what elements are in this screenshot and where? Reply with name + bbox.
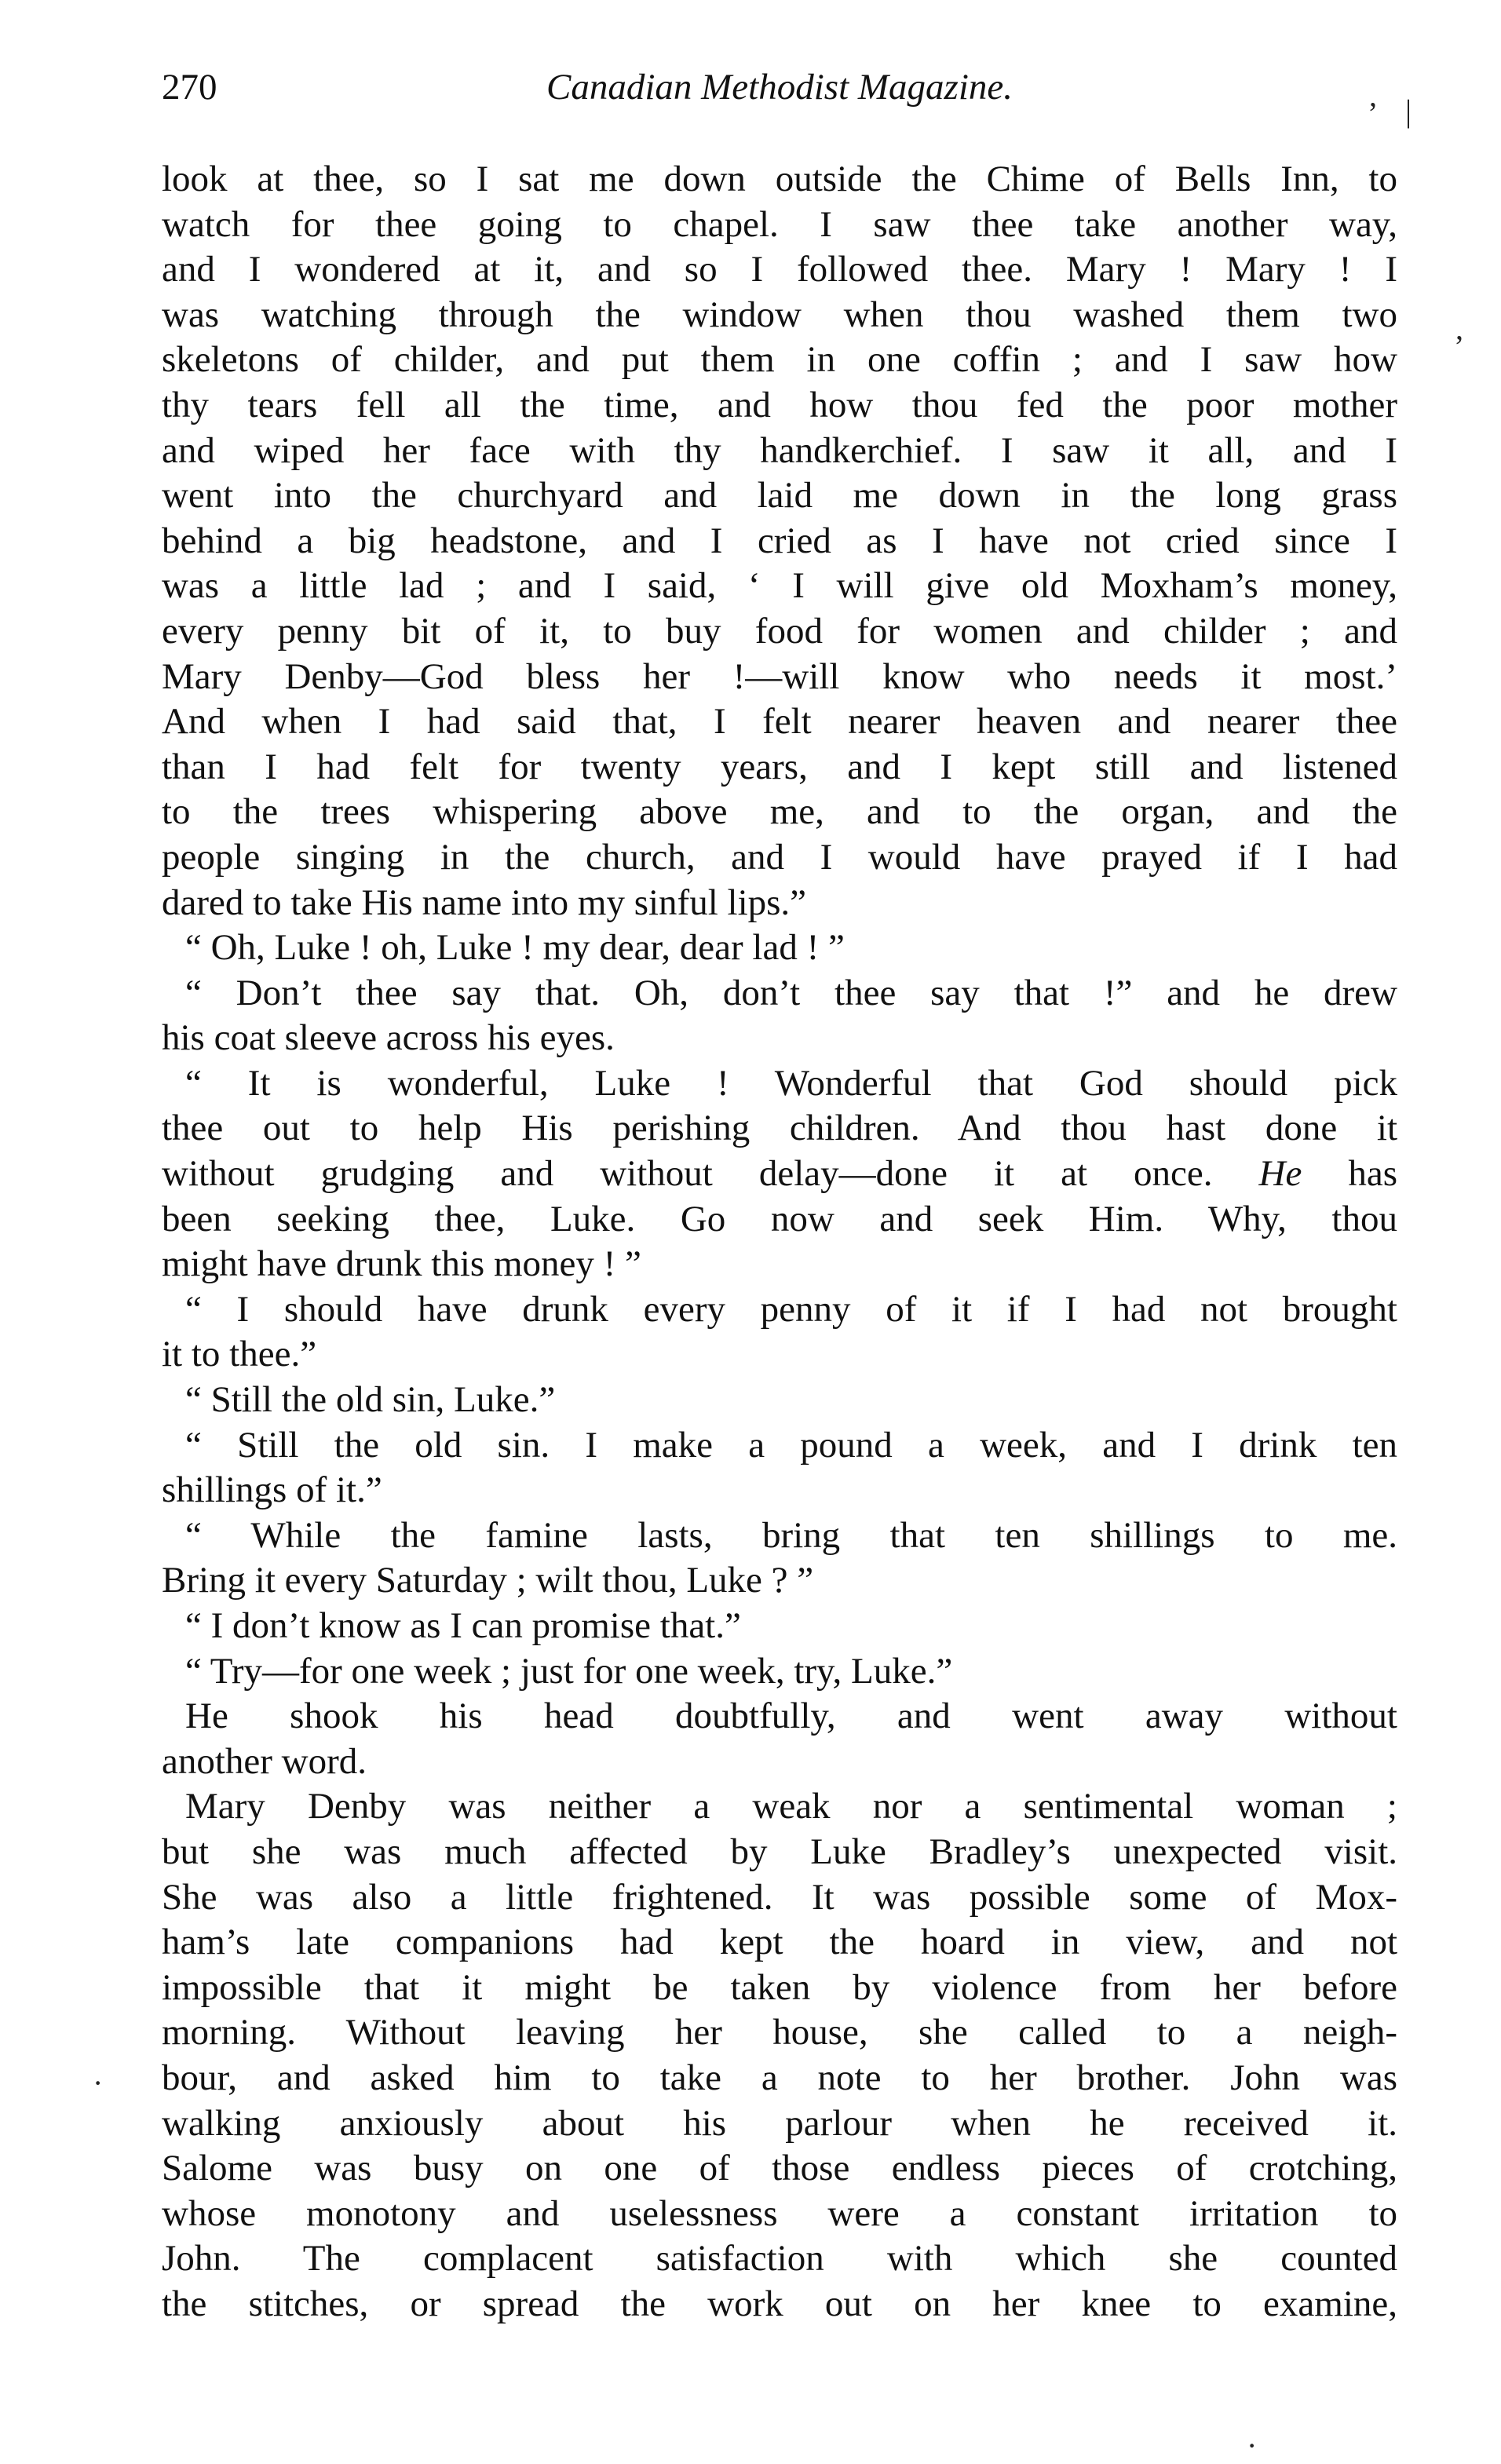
text-line: “ While the famine lasts, bring that ten shillings to me. (185, 1514, 1397, 1556)
text-line: than I had felt for twenty years, and I kept still and listened (162, 746, 1397, 787)
text-line: look at thee, so I sat me down outside the Chime of Bells Inn, to (162, 159, 1397, 199)
text-line: dared to take His name into my sinful lips.” (162, 882, 807, 923)
text-line: skeletons of childer, and put them in one coffin ; and I saw how (162, 339, 1397, 381)
text-line: bour, and asked him to take a note to her brother. John was (162, 2057, 1397, 2098)
text-line: He shook his head doubtfully, and went away without (185, 1696, 1397, 1737)
text-line: John. The complacent satisfaction with which she counted (162, 2238, 1397, 2280)
text-line: was a little lad ; and I said, ‘ I will give old Moxham’s money, (162, 565, 1397, 607)
text-line: “ It is wonderful, Luke ! Wonderful that God should pick (185, 1062, 1397, 1104)
text-line: watch for thee going to chapel. I saw thee take another way, (162, 203, 1397, 245)
text-line: been seeking thee, Luke. Go now and seek Him. Why, thou (162, 1198, 1397, 1239)
text-line: thy tears fell all the time, and how thou fed the poor mother (162, 384, 1397, 425)
text-line: went into the churchyard and laid me down in the long grass (162, 475, 1397, 517)
text-line: and wiped her face with thy handkerchief. I saw it all, and I (162, 429, 1397, 471)
text-line: and I wondered at it, and so I followed thee. Mary ! Mary ! I (162, 249, 1397, 290)
text-line: She was also a little frightened. It was possible some of Mox- (162, 1876, 1397, 1918)
text-line: ham’s late companions had kept the hoard in view, and not (162, 1922, 1397, 1963)
running-title: Canadian Methodist Magazine. (546, 67, 1013, 108)
text-line: his coat sleeve across his eyes. (162, 1017, 615, 1059)
text-line: every penny bit of it, to buy food for women and childer ; and (162, 610, 1397, 652)
text-line: behind a big headstone, and I cried as I have not cried since I (162, 520, 1397, 561)
text-line: without grudging and without delay—done it at once. He has (162, 1153, 1398, 1195)
text-line: the stitches, or spread the work out on her knee to examine, (162, 2283, 1397, 2324)
text-line: “ I should have drunk every penny of it if I had not brought (185, 1288, 1397, 1330)
text-line: Bring it every Saturday ; wilt thou, Luke ? ” (162, 1560, 814, 1601)
text-line: to the trees whispering above me, and to the organ, and the (162, 791, 1397, 833)
text-line: shillings of it.” (162, 1469, 382, 1511)
text-line: walking anxiously about his parlour when he received it. (162, 2102, 1397, 2144)
print-speck-mark: · (93, 2065, 104, 2101)
text-line: “ Don’t thee say that. Oh, don’t thee say that !” and he drew (185, 972, 1397, 1013)
text-line: people singing in the church, and I would have prayed if I had (162, 836, 1397, 878)
text-line: “ Oh, Luke ! oh, Luke ! my dear, dear lad ! ” (185, 927, 845, 969)
text-line: another word. (162, 1740, 367, 1782)
text-line: “ I don’t know as I can promise that.” (185, 1605, 741, 1646)
text-line: thee out to help His perishing children. And thou hast done it (162, 1108, 1397, 1149)
print-speck-mark: , (1455, 311, 1463, 346)
text-line: And when I had said that, I felt nearer heaven and nearer thee (162, 701, 1397, 743)
text-line: might have drunk this money ! ” (162, 1243, 641, 1285)
text-line: Mary Denby—God bless her !—will know who needs it most.’ (162, 655, 1397, 697)
print-speck-mark: , (1369, 78, 1377, 113)
text-line: was watching through the window when thou washed them two (162, 294, 1397, 335)
text-line: it to thee.” (162, 1334, 317, 1375)
text-line: impossible that it might be taken by violence from her before (162, 1966, 1397, 2008)
emphasis-word: He (1258, 1153, 1302, 1195)
page-header (162, 60, 1397, 115)
text-line: “ Still the old sin. I make a pound a week, and I drink ten (185, 1424, 1397, 1466)
text-line: Mary Denby was neither a weak nor a sentimental woman ; (185, 1786, 1397, 1827)
text-line: “ Try—for one week ; just for one week, try, Luke.” (185, 1650, 953, 1692)
text-line: “ Still the old sin, Luke.” (185, 1379, 556, 1421)
article-body (162, 157, 1397, 2327)
print-speck-mark: · (1247, 2428, 1258, 2463)
text-line: Salome was busy on one of those endless pieces of crotching, (162, 2148, 1397, 2189)
text-line: but she was much affected by Luke Bradley’s unexpected visit. (162, 1831, 1397, 1872)
print-speck-mark: | (1405, 93, 1412, 129)
text-line: morning. Without leaving her house, she called to a neigh- (162, 2012, 1397, 2053)
text-line: whose monotony and uselessness were a constant irritation to (162, 2192, 1397, 2234)
page-number: 270 (162, 67, 217, 108)
